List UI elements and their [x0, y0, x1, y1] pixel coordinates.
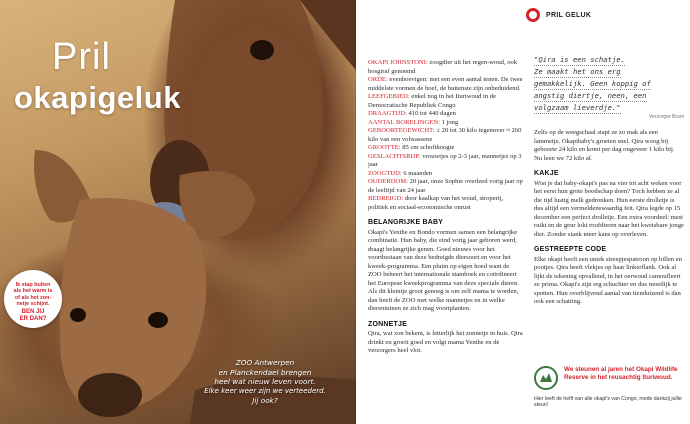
fact-key: BEDREIGD: [368, 195, 404, 202]
article-page [356, 0, 690, 424]
fact-value: 20 jaar, onze Sophie overleed vorig jaar op de leeftijd van 24 jaar [368, 178, 523, 194]
quote-line: gemakkelijk. Geen koppig of [534, 79, 651, 88]
fact-key: AANTAL BORELINGEN: [368, 118, 440, 126]
support-note: Hier leeft de helft van alle okapi's van Congo, mede dankzij jullie steun! [534, 396, 682, 408]
ring-icon [526, 8, 540, 22]
section-label: PRIL GELUK [546, 11, 592, 19]
fact-item [368, 195, 523, 212]
fact-value: vrouwtjes op 2-3 jaar, mannetjes op 3 jaar [368, 152, 522, 168]
fact-value: door kaalkap van het woud, stroperij, politiek en sociaal-economische onrust [368, 195, 504, 211]
section-title: KAKJE [534, 170, 559, 177]
fact-key: DRAAGTIJD: [368, 110, 407, 117]
fact-key: ZOOGTIJD: [368, 169, 402, 177]
fact-key: OUDERDOM: [368, 178, 408, 185]
title-okapigeluk: okapigeluk [14, 80, 181, 115]
sticker-line: Ik stap buiten [15, 282, 51, 288]
fact-item [368, 170, 523, 179]
section-body: Elke okapi heeft een uniek streepjespatroon op billen en pootjes. Qira heeft vlekjes op haar linkerflank. Ook al lijkt de tekening opvallend, in het oerwoud camoufleert ze prima. Okapi's zijn erg schuchter en dus moeilijk te spotten. Hun overblijvend aantal van tienduizend is dan ook een schatting. [534, 255, 682, 305]
quote-author: Verzorger Bram [648, 114, 684, 120]
fact-key: LEEFGEBIED: [368, 93, 410, 100]
title-pril: Pril [52, 36, 111, 78]
fact-sheet [368, 59, 523, 212]
section-zonnetje [368, 321, 523, 356]
fact-value: zoogdier uit het regen-woud, ook bosgiraf genoemd [368, 59, 518, 75]
sticker-strong: BEN JIJ [21, 308, 45, 315]
fact-value: 6 maanden [401, 169, 433, 177]
photo-caption [180, 358, 350, 406]
caption-line: Jij ook? [252, 396, 278, 405]
fact-item [368, 127, 523, 144]
section-belangrijke-baby [368, 219, 523, 314]
wildlife-reserve-logo [534, 366, 558, 390]
sticker-line: of als het zon- [14, 294, 52, 301]
caption-line: heel wat nieuw leven voort. [214, 377, 316, 386]
section-title: BELANGRIJKE BABY [368, 219, 444, 226]
fact-key: GROOTTE: [368, 144, 401, 151]
support-box [534, 366, 684, 408]
support-text: We steunen al jaren het Okapi Wildlife Reserve in het reusachtig Ituriwoud. [564, 366, 678, 381]
fact-value: ± 20 tot 30 kilo tegenover ≈ 260 kilo van een volwassene [368, 127, 522, 143]
section-header [526, 8, 591, 22]
caption-line: Elke keer weer zijn we verteederd. [204, 386, 326, 395]
sticker-strong: ER DAN? [19, 316, 47, 323]
quote-line: angstig diertje, neen, een [534, 91, 647, 100]
quote-line: volgzaam lieverdje." [534, 103, 621, 112]
right-column [534, 54, 684, 307]
fact-item [368, 59, 523, 76]
fact-value: 410 tot 440 dagen [406, 110, 456, 117]
section-body: Wist je dat baby-okapi's pas na vier tot acht weken voor het eerst hun grote boodschap doen? Toch hebben ze al die tijd lustig melk gedronken. Hun eerste drolletje is dus altijd een vermeldenswaardig feit. Qira legde op 15 december een perfect drolletje. Een extra voordeel: mest ruikt en de geur lokt roofdieren naar het kwetsbare jonge dier. Zonder stank meer kans op overleven. [534, 179, 684, 238]
fact-key: GEBOORTEGEWICHT: [368, 127, 435, 134]
intro-paragraph: Zelfs op de weegschaal stapt ze zo mak als een lammetje. Okapibaby's groeien snel. Qira woog bij geboorte 24 kilo en komt per dag ongeveer 1 kilo bij. Nu leen we 72 kilo af. [534, 129, 675, 162]
fact-value: evenhoevigen: met een even aantal tenen. De twee middelste vormen de hoef, de buitenste zijn onbeduidend. [368, 76, 523, 92]
fact-item [368, 144, 523, 153]
caption-line: en Planckendael brengen [218, 367, 312, 377]
visit-sticker [4, 270, 62, 328]
keeper-quote [534, 54, 684, 123]
okapi-logo-icon [538, 370, 554, 386]
fact-item [368, 110, 523, 119]
section-title: GESTREEPTE CODE [534, 246, 607, 253]
quote-line: Ze maakt het ons erg [534, 67, 621, 76]
section-title: ZONNETJE [368, 320, 407, 328]
fact-key: OKAPI JOHNSTONI: [368, 59, 428, 66]
fact-item [368, 93, 523, 110]
fact-value: enkel nog in het Ituriwoud in de Democratische Republiek Congo [368, 93, 497, 109]
fact-key: ORDE: [368, 76, 388, 83]
fact-item [368, 153, 523, 170]
sticker-line: als het warm is [13, 288, 53, 295]
section-kakje [534, 170, 684, 239]
quote-line: "Qira is een schatje. [534, 55, 625, 64]
sticker-line: netje schijnt. [16, 301, 50, 308]
fact-item [368, 178, 523, 195]
fact-item [368, 119, 523, 128]
fact-key: GESLACHTSRIJP: [368, 152, 421, 160]
fact-item [368, 76, 523, 93]
section-gestreepte-code [534, 246, 684, 307]
fact-value: 1 jong [439, 118, 459, 126]
caption-line: ZOO Antwerpen [235, 358, 295, 367]
section-body: Qira, wat zon bekent, is letterlijk het zonnetje in huis. Qira drinkt en groeit goed en volgt mama Yenthe en de verzorgers heel vlot. [368, 330, 523, 354]
left-column [368, 59, 523, 356]
fact-value: 85 cm schofthoogte [400, 144, 455, 151]
section-body: Okapi's Yenthe en Bondo vormen samen een belangrijke combinatie. Hun baby, die eind vorig jaar geboren werd, draagt belangrijke genen. Goed nieuws voor het voortbestaan van deze bedreigde diersoort en voor het kweek-programma. Een pluim op eigen hoed want de ZOO beheert het internationale stamboek en coördineert het Europese kweekprogramma van deze speciale dieren. Als dit kleintje groot genoeg is om zelf mama te worden, dan heeft de ZOO met welke mannetjes en in welke dierentuinen ze zich mag voortplanten. [368, 228, 520, 312]
